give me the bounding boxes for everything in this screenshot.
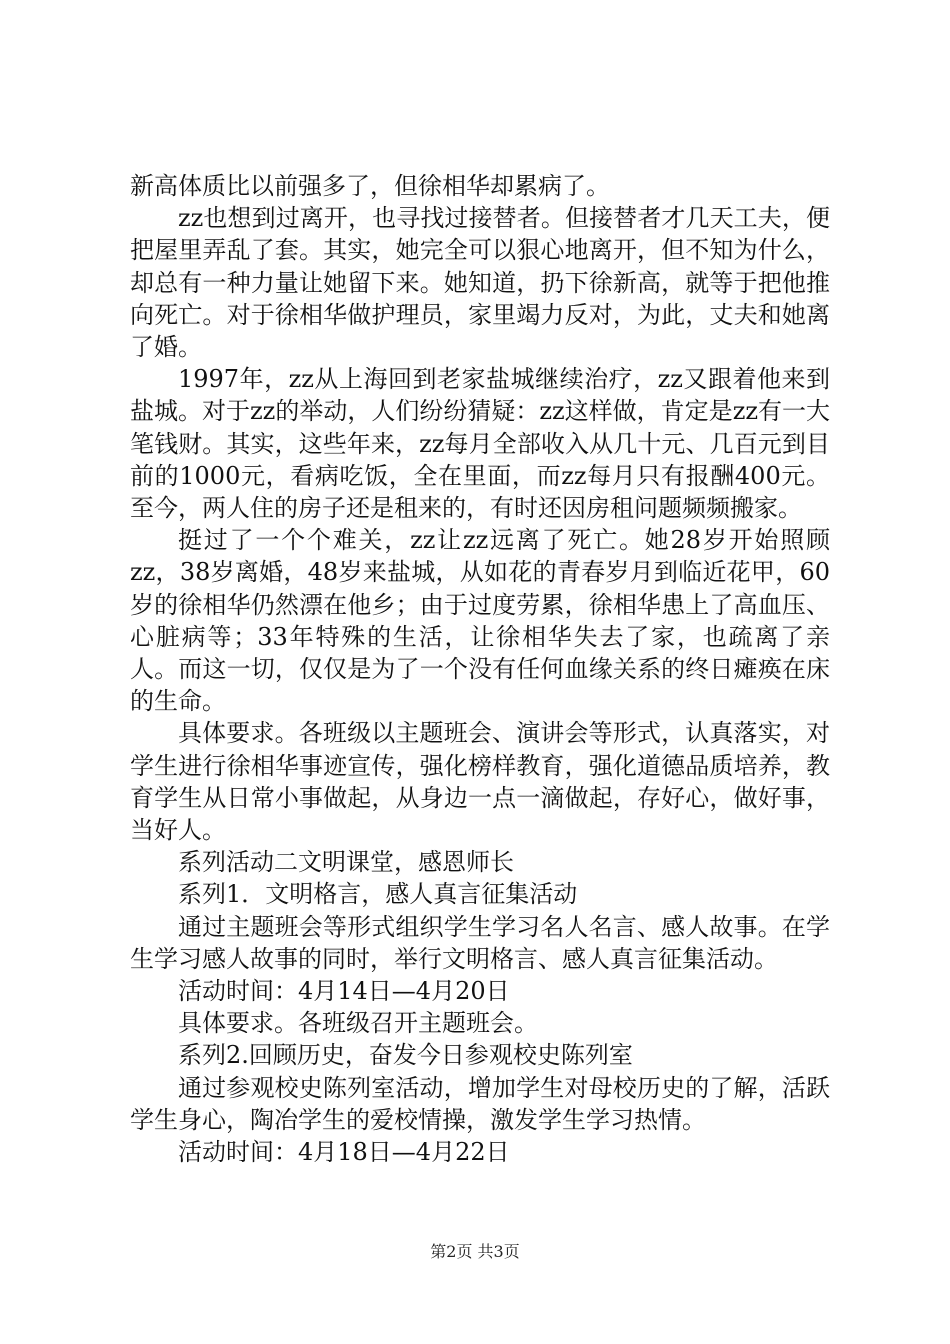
paragraph-series-1-description: 通过主题班会等形式组织学生学习名人名言、感人故事。在学生学习感人故事的同时，举行文明格言、感人真言征集活动。 <box>130 912 830 973</box>
heading-series-2: 系列2.回顾历史，奋发今日参观校史陈列室 <box>178 1041 633 1070</box>
activity-time-1: 活动时间：4月14日—4月20日 <box>178 977 510 1006</box>
paragraph-leaving-attempt: zz也想到过离开，也寻找过接替者。但接替者才几天工夫，便把屋里弄乱了套。其实，她完全可以狠心地离开，但不知为什么，却总有一种力量让她留下来。她知道，扔下徐新高，就等于把他推向死亡。对于徐相华做护理员，家里竭力反对，为此，丈夫和她离了婚。 <box>130 204 830 362</box>
paragraph-overcoming-hardships: 挺过了一个个难关，zz让zz远离了死亡。她28岁开始照顾zz，38岁离婚，48岁来盐城，从如花的青春岁月到临近花甲，60岁的徐相华仍然漂在他乡；由于过度劳累，徐相华患上了高血压、心脏病等；33年特殊的生活，让徐相华失去了家，也疏离了亲人。而这一切，仅仅是为了一个没有任何血缘关系的终日瘫痪在床的生命。 <box>130 526 830 716</box>
activity-time-2: 活动时间：4月18日—4月22日 <box>178 1138 510 1167</box>
page-number-label: 第2页 共3页 <box>430 1242 520 1261</box>
heading-series-activity-2: 系列活动二文明课堂，感恩师长 <box>178 848 514 877</box>
paragraph-series-2-description: 通过参观校史陈列室活动，增加学生对母校历史的了解，活跃学生身心，陶冶学生的爱校情操，激发学生学习热情。 <box>130 1073 830 1134</box>
paragraph-continuation: 新高体质比以前强多了，但徐相华却累病了。 <box>130 172 610 200</box>
paragraph-requirements-2: 具体要求。各班级召开主题班会。 <box>178 1009 538 1038</box>
page-footer <box>0 1242 950 1262</box>
paragraph-1997-yancheng: 1997年，zz从上海回到老家盐城继续治疗，zz又跟着他来到盐城。对于zz的举动，人们纷纷猜疑：zz这样做，肯定是zz有一大笔钱财。其实，这些年来，zz每月全部收入从几十元、几百元到目前的1000元，看病吃饭，全在里面，而zz每月只有报酬400元。至今，两人住的房子还是租来的，有时还因房租问题频频搬家。 <box>130 365 830 523</box>
document-body <box>130 170 830 1168</box>
heading-series-1: 系列1．文明格言，感人真言征集活动 <box>178 880 578 909</box>
paragraph-requirements-1: 具体要求。各班级以主题班会、演讲会等形式，认真落实，对学生进行徐相华事迹宣传，强化榜样教育，强化道德品质培养，教育学生从日常小事做起，从身边一点一滴做起，存好心，做好事，当好人。 <box>130 719 830 845</box>
